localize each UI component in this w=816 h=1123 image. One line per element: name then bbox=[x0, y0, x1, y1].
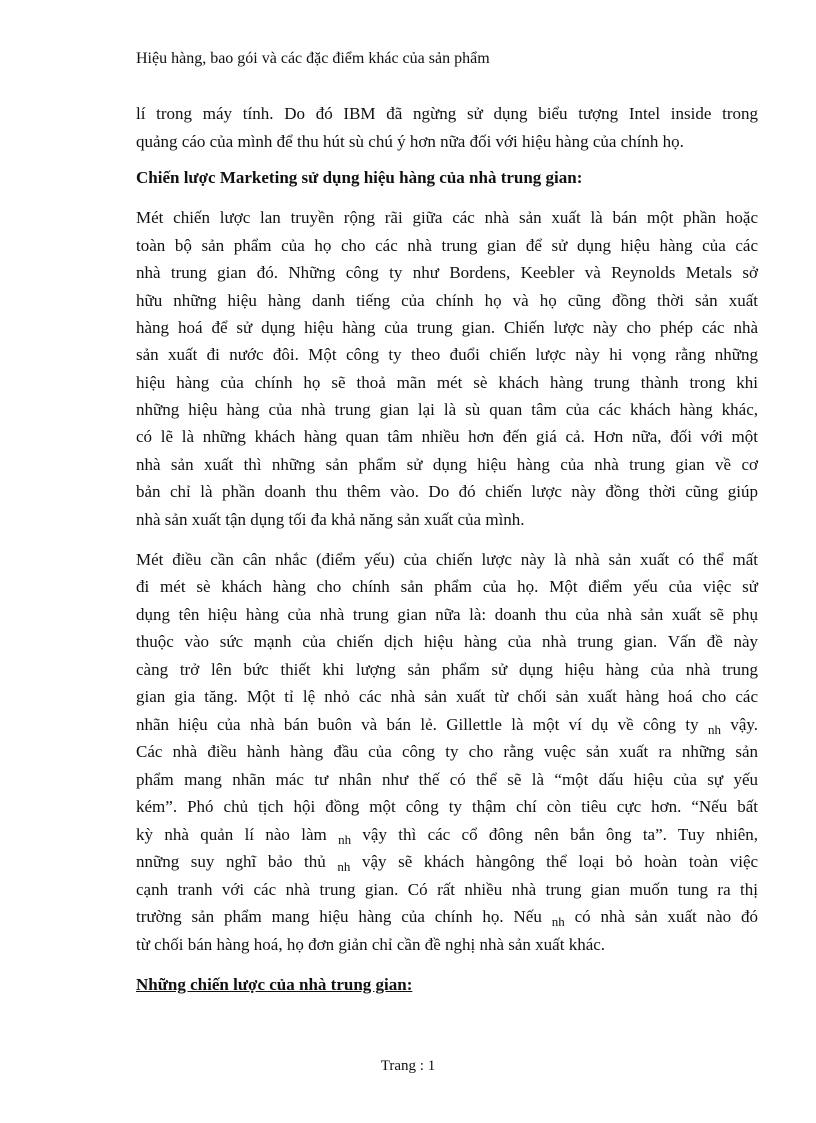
para2-line-10: kém”. Phó chủ tịch hội đồng một công ty thậm chí còn tiêu cực hơn. “Nếu bất bbox=[136, 797, 758, 816]
para2-line-11 bbox=[136, 824, 758, 846]
para2-line-5: càng trở lên bức thiết khi lượng sản phẩm sử dụng hiệu hàng của nhà trung bbox=[136, 660, 758, 679]
section-heading-intermediary-brand: Chiến lược Marketing sử dụng hiệu hàng của nhà trung gian: bbox=[136, 168, 583, 187]
para2-line-4: thuộc vào sức mạnh của chiến dịch hiệu hàng của nhà trung gian. Vấn đề này bbox=[136, 632, 758, 651]
para1-line-1: Mét chiến lược lan truyền rộng rãi giữa các nhà sản xuất là bán một phần hoặc bbox=[136, 208, 758, 227]
para2-line-11-text-a: kỳ nhà quản lí nào làm bbox=[136, 825, 327, 844]
nh-subscript: nh bbox=[551, 914, 565, 929]
para1-line-4: hữu những hiệu hàng danh tiếng của chính họ và họ cũng đồng thời sản xuất bbox=[136, 291, 758, 310]
intro-line-1: lí trong máy tính. Do đó IBM đã ngừng sử dụng biểu tượng Intel inside trong bbox=[136, 104, 758, 123]
para1-line-5: hàng hoá để sử dụng hiệu hàng của trung gian. Chiến lược này cho phép các nhà bbox=[136, 318, 758, 337]
para2-line-6: gian gia tăng. Một tỉ lệ nhỏ các nhà sản xuất từ chối sản xuất hàng hoá cho các bbox=[136, 687, 758, 706]
page-footer: Trang : 1 bbox=[380, 1058, 436, 1074]
para1-line-10: nhà sản xuất thì những sản phẩm sử dụng hiệu hàng của nhà trung gian về cơ bbox=[136, 455, 758, 474]
page-header: Hiệu hàng, bao gói và các đặc điểm khác của sản phẩm bbox=[136, 50, 490, 67]
para2-line-11-text-b: vậy thì các cổ đông nên bắn ông ta”. Tuy nhiên, bbox=[362, 825, 759, 844]
para2-line-14 bbox=[136, 906, 758, 928]
section-heading-intermediary-strategies: Những chiến lược của nhà trung gian: bbox=[136, 975, 413, 994]
para2-line-7-text-b: vậy. bbox=[730, 715, 759, 734]
para1-line-7: hiệu hàng của chính họ sẽ thoả mãn mét sè khách hàng trung thành trong khi bbox=[136, 373, 758, 392]
para2-line-7-text-a: nhãn hiệu của nhà bán buôn và bán lẻ. Gillettle là một ví dụ về công ty bbox=[136, 715, 699, 734]
para2-line-15: từ chối bán hàng hoá, họ đơn giản chỉ cần đề nghị nhà sản xuất khác. bbox=[136, 935, 606, 954]
para1-line-8: những hiệu hàng của nhà trung gian lại là sù quan tâm của các khách hàng khác, bbox=[136, 400, 758, 419]
para2-line-13: cạnh tranh với các nhà trung gian. Có rất nhiều nhà trung gian muốn tung ra thị bbox=[136, 880, 758, 899]
para2-line-12-text-b: vậy sẽ khách hàngông thể loại bỏ hoàn toàn việc bbox=[361, 852, 759, 871]
para2-line-1: Mét điều cần cân nhắc (điểm yếu) của chiến lược này là nhà sản xuất có thể mất bbox=[136, 550, 758, 569]
para2-line-2: đi mét sè khách hàng cho chính sản phẩm của họ. Một điểm yếu của việc sử bbox=[136, 577, 758, 596]
para2-line-14-text-a: trường sản phẩm mang hiệu hàng của chính họ. Nếu bbox=[136, 907, 542, 926]
para1-line-6: sản xuất đi nước đôi. Một công ty theo đuổi chiến lược này hi vọng rằng những bbox=[136, 345, 758, 364]
para1-line-2: toàn bộ sản phẩm của họ cho các nhà trung gian để sử dụng hiệu hàng của các bbox=[136, 236, 758, 255]
nh-subscript: nh bbox=[338, 832, 352, 847]
nh-subscript: nh bbox=[707, 722, 721, 737]
para1-line-12: nhà sản xuất tận dụng tối đa khả năng sản xuất của mình. bbox=[136, 510, 525, 529]
para2-line-12 bbox=[136, 851, 758, 873]
para2-line-14-text-b: có nhà sản xuất nào đó bbox=[574, 907, 758, 926]
para1-line-9: có lẽ là những khách hàng quan tâm nhiều hơn đến giá cả. Hơn nữa, đối với một bbox=[136, 427, 758, 446]
para2-line-9: phẩm mang nhãn mác tư nhân như thế có thể sẽ là “một dấu hiệu của sự yếu bbox=[136, 770, 758, 789]
nh-subscript: nh bbox=[337, 859, 351, 874]
para1-line-11: bản chỉ là phần doanh thu thêm vào. Do đó chiến lược này đồng thời cũng giúp bbox=[136, 482, 758, 501]
intro-line-2: quảng cáo của mình để thu hút sù chú ý hơn nữa đối với hiệu hàng của chính họ. bbox=[136, 132, 684, 151]
para2-line-12-text-a: nnững suy nghĩ bảo thủ bbox=[136, 852, 326, 871]
para2-line-3: dụng tên hiệu hàng của nhà trung gian nữa là: doanh thu của nhà sản xuất sẽ phụ bbox=[136, 605, 758, 624]
para2-line-7 bbox=[136, 714, 758, 736]
para1-line-3: nhà trung gian đó. Những công ty như Bordens, Keebler và Reynolds Metals sở bbox=[136, 263, 758, 282]
para2-line-8: Các nhà điều hành hàng đầu của công ty cho rằng vuệc sản xuất ra những sản bbox=[136, 742, 758, 761]
